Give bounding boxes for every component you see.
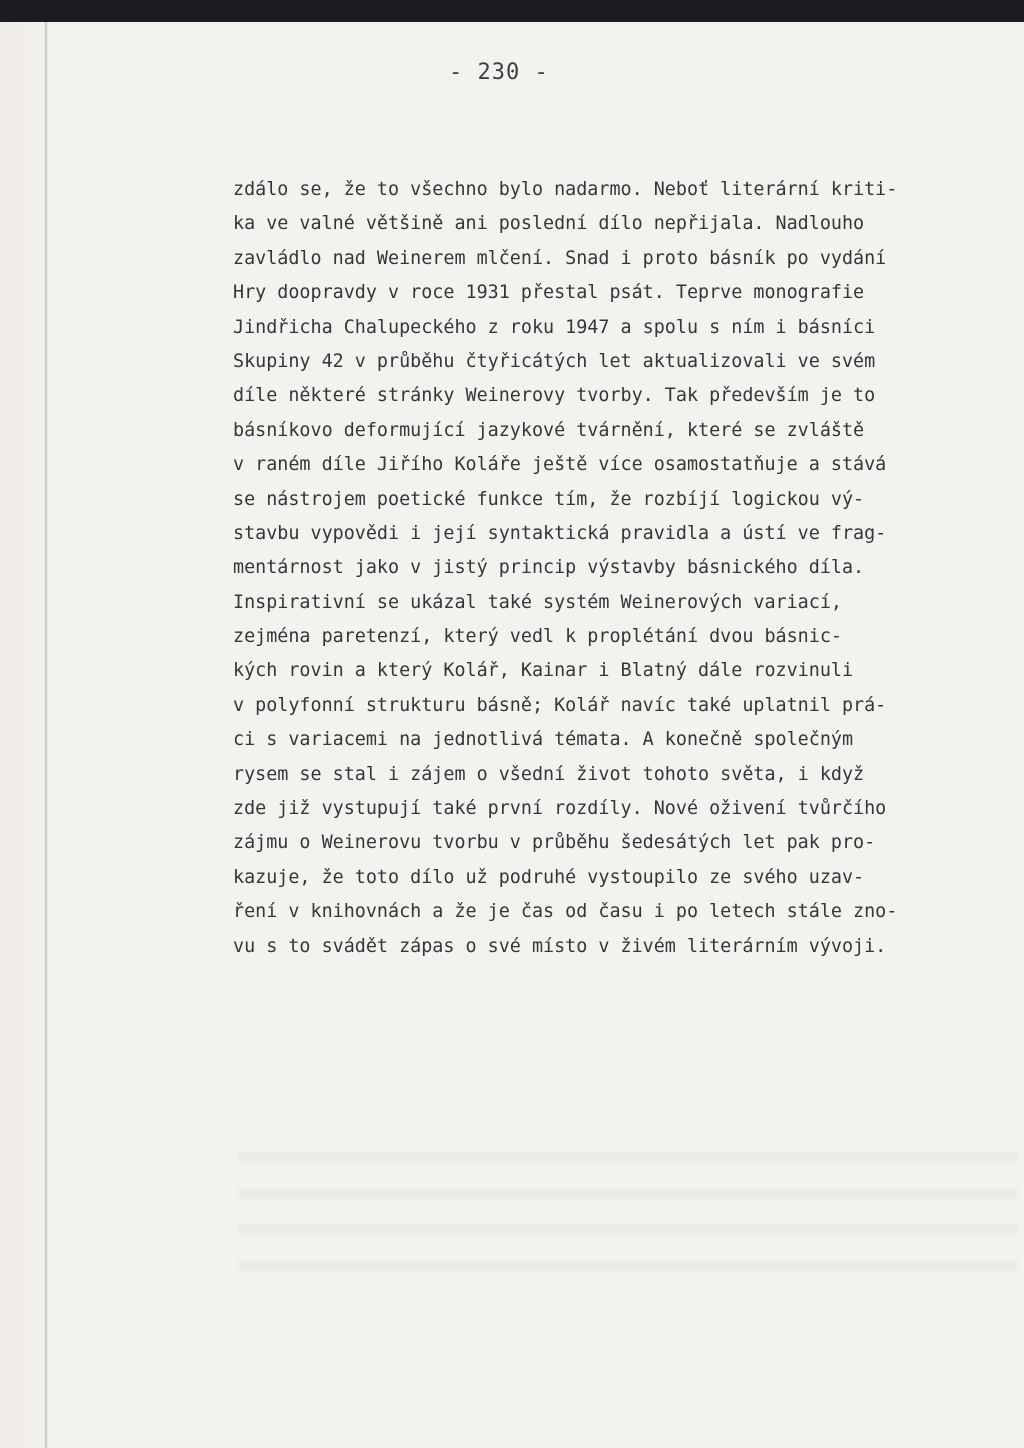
- text-line: Jindřicha Chalupeckého z roku 1947 a spolu s ním i básníci: [233, 316, 876, 338]
- text-line: mentárnost jako v jistý princip výstavby básnického díla.: [233, 557, 865, 579]
- text-line: zejména paretenzí, který vedl k proplétání dvou básnic-: [233, 626, 842, 648]
- text-line: kých rovin a který Kolář, Kainar i Blatný dále rozvinuli: [233, 660, 854, 682]
- text-line: zde již vystupují také první rozdíly. Nové oživení tvůrčího: [233, 798, 887, 820]
- text-line: zájmu o Weinerovu tvorbu v průběhu šedesátých let pak pro-: [233, 832, 876, 854]
- text-line: zdálo se, že to všechno bylo nadarmo. Neboť literární kriti-: [233, 179, 898, 200]
- page-number: - 230 -: [449, 60, 549, 85]
- text-line: Hry doopravdy v roce 1931 přestal psát. Teprve monografie: [233, 282, 865, 304]
- text-line: zavládlo nad Weinerem mlčení. Snad i proto básník po vydání: [233, 247, 887, 269]
- text-line: se nástrojem poetické funkce tím, že rozbíjí logickou vý-: [233, 488, 865, 510]
- text-line: ka ve valné většině ani poslední dílo nepřijala. Nadlouho: [233, 213, 865, 235]
- text-line: Skupiny 42 v průběhu čtyřicátých let aktualizovali ve svém: [233, 350, 876, 372]
- text-line: básníkovo deformující jazykové tvárnění, které se zvláště: [233, 419, 865, 441]
- body-paragraph: [233, 173, 1013, 964]
- page-binding-edge: [0, 22, 48, 1448]
- text-line: ci s variacemi na jednotlivá témata. A konečně společným: [233, 729, 854, 751]
- text-line: ření v knihovnách a že je čas od času i po letech stále zno-: [233, 901, 898, 923]
- text-line: kazuje, že toto dílo už podruhé vystoupilo ze svého uzav-: [233, 866, 865, 888]
- text-line: rysem se stal i zájem o všední život tohoto světa, i když: [233, 763, 865, 785]
- text-line: stavbu vypovědi i její syntaktická pravidla a ústí ve frag-: [233, 522, 887, 544]
- text-line: v polyfonní strukturu básně; Kolář navíc také uplatnil prá-: [233, 694, 887, 716]
- text-line: Inspirativní se ukázal také systém Weinerových variací,: [233, 591, 842, 613]
- scan-top-edge: [0, 0, 1024, 22]
- text-line: díle některé stránky Weinerovy tvorby. Tak především je to: [233, 385, 876, 407]
- text-line: vu s to svádět zápas o své místo v živém literárním vývoji.: [233, 935, 887, 957]
- bleed-through-text: [238, 1152, 1018, 1272]
- text-line: v raném díle Jiřího Koláře ještě více osamostatňuje a stává: [233, 454, 887, 476]
